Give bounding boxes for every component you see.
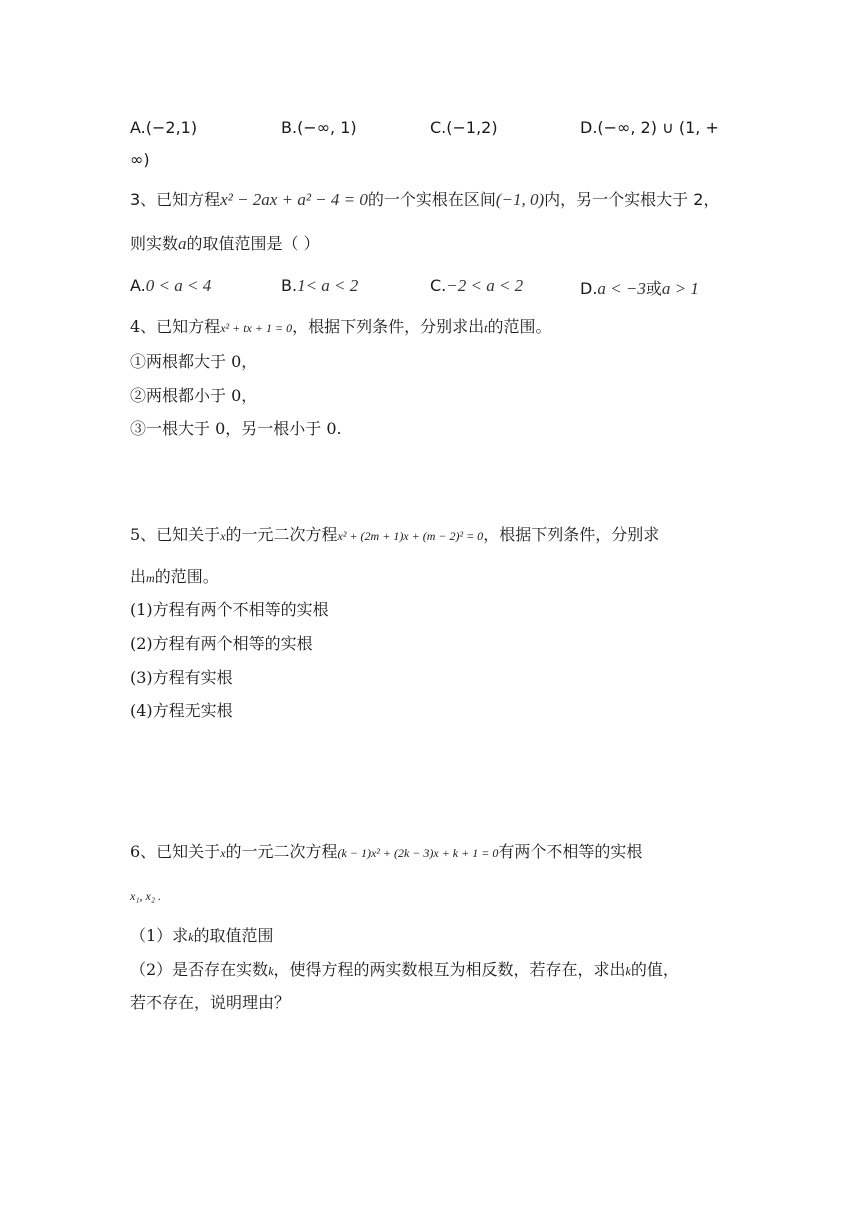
q6-suffix: 有两个不相等的实根 <box>498 842 643 861</box>
q3-option-b-label: B. <box>281 276 298 295</box>
q6-part-2-line-1 <box>130 957 679 980</box>
q5-line2-suffix: 的范围。 <box>154 567 219 586</box>
q3-var-a: a <box>178 234 187 253</box>
q3-option-d <box>580 276 699 299</box>
q6-part2-var-k2: k <box>625 964 631 978</box>
q6-stem-line-1 <box>130 839 642 862</box>
q5-suffix: ，根据下列条件，分别求 <box>483 525 660 544</box>
q6-roots-text: x₁, x₂ . <box>130 889 161 903</box>
q5-stem-line-1 <box>130 522 659 545</box>
q6-var-x: x <box>220 846 226 860</box>
q5-item-4: (4)方程无实根 <box>130 701 233 720</box>
q6-part-2-line-2: 若不存在，说明理由？ <box>130 993 291 1012</box>
q3-option-c-label: C. <box>430 276 447 295</box>
q3-option-d-label: D. <box>580 279 598 298</box>
q3-option-d-math2: a > 1 <box>661 279 699 298</box>
q6-roots <box>130 885 161 904</box>
q4-suffix: 的范围。 <box>487 317 552 336</box>
q6-prefix: 6、已知关于 <box>130 842 221 861</box>
q2-option-d: D.(−∞, 2) ∪ (1, + <box>580 118 719 137</box>
q3-stem-line-2 <box>130 231 320 254</box>
q5-stem-line-2 <box>130 564 219 587</box>
q4-mid: ，根据下列条件，分别求出 <box>292 317 485 336</box>
q4-item-1: ①两根都大于 0， <box>130 352 258 371</box>
q3-option-a <box>130 276 211 296</box>
q6-part2-suffix: 的值， <box>630 960 679 979</box>
q3-line2-suffix: 的取值范围是（ ） <box>186 234 320 253</box>
q5-var-m: m <box>146 571 155 585</box>
q3-prefix: 3、已知方程 <box>130 190 221 209</box>
q4-equation: x² + tx + 1 = 0 <box>220 321 293 335</box>
q6-part-1 <box>130 923 274 946</box>
q3-stem-line-1 <box>130 187 719 210</box>
q6-part2-prefix: （2）是否存在实数 <box>130 960 269 979</box>
q3-option-a-math: 0 < a < 4 <box>145 276 212 295</box>
q6-part1-suffix: 的取值范围 <box>193 926 274 945</box>
q6-part2-var-k: k <box>268 964 274 978</box>
q4-item-3: ③一根大于 0，另一根小于 0. <box>130 419 342 438</box>
q3-interval: (−1, 0) <box>495 190 545 209</box>
q2-option-b: B.(−∞, 1) <box>281 118 357 137</box>
q2-option-a: A.(−2,1) <box>130 118 198 137</box>
q5-item-1: (1)方程有两个不相等的实根 <box>130 600 329 619</box>
q4-stem <box>130 314 551 337</box>
q3-option-b-math: 1< a < 2 <box>297 276 359 295</box>
q6-mid: 的一元二次方程 <box>225 842 338 861</box>
q3-suffix: 内，另一个实根大于 2， <box>544 190 720 209</box>
q6-equation: (k − 1)x² + (2k − 3)x + k + 1 = 0 <box>337 846 499 860</box>
q6-part2-mid: ，使得方程的两实数根互为相反数，若存在，求出 <box>273 960 626 979</box>
q5-item-2: (2)方程有两个相等的实根 <box>130 634 313 653</box>
q6-part1-prefix: （1）求 <box>130 926 189 945</box>
q3-equation: x² − 2ax + a² − 4 = 0 <box>220 190 368 209</box>
q3-line2-prefix: 则实数 <box>130 234 179 253</box>
q4-item-2: ②两根都小于 0， <box>130 386 258 405</box>
q2-option-c: C.(−1,2) <box>430 118 498 137</box>
q5-prefix: 5、已知关于 <box>130 525 221 544</box>
q5-var-x: x <box>220 529 226 543</box>
q3-option-d-or: 或 <box>645 279 662 298</box>
q3-option-d-math1: a < −3 <box>597 279 646 298</box>
q4-prefix: 4、已知方程 <box>130 317 221 336</box>
q3-mid: 的一个实根在区间 <box>367 190 496 209</box>
q5-line2-prefix: 出 <box>130 567 147 586</box>
q3-option-a-label: A. <box>130 276 146 295</box>
q3-option-c <box>430 276 523 296</box>
q5-item-3: (3)方程有实根 <box>130 668 233 687</box>
q4-var-t: t <box>484 321 488 335</box>
q6-part1-var-k: k <box>188 930 194 944</box>
q5-equation: x² + (2m + 1)x + (m − 2)² = 0 <box>337 529 484 543</box>
q3-option-c-math: −2 < a < 2 <box>446 276 524 295</box>
q2-option-d-continued: ∞) <box>130 150 150 169</box>
q5-mid: 的一元二次方程 <box>225 525 338 544</box>
q3-option-b <box>281 276 358 296</box>
